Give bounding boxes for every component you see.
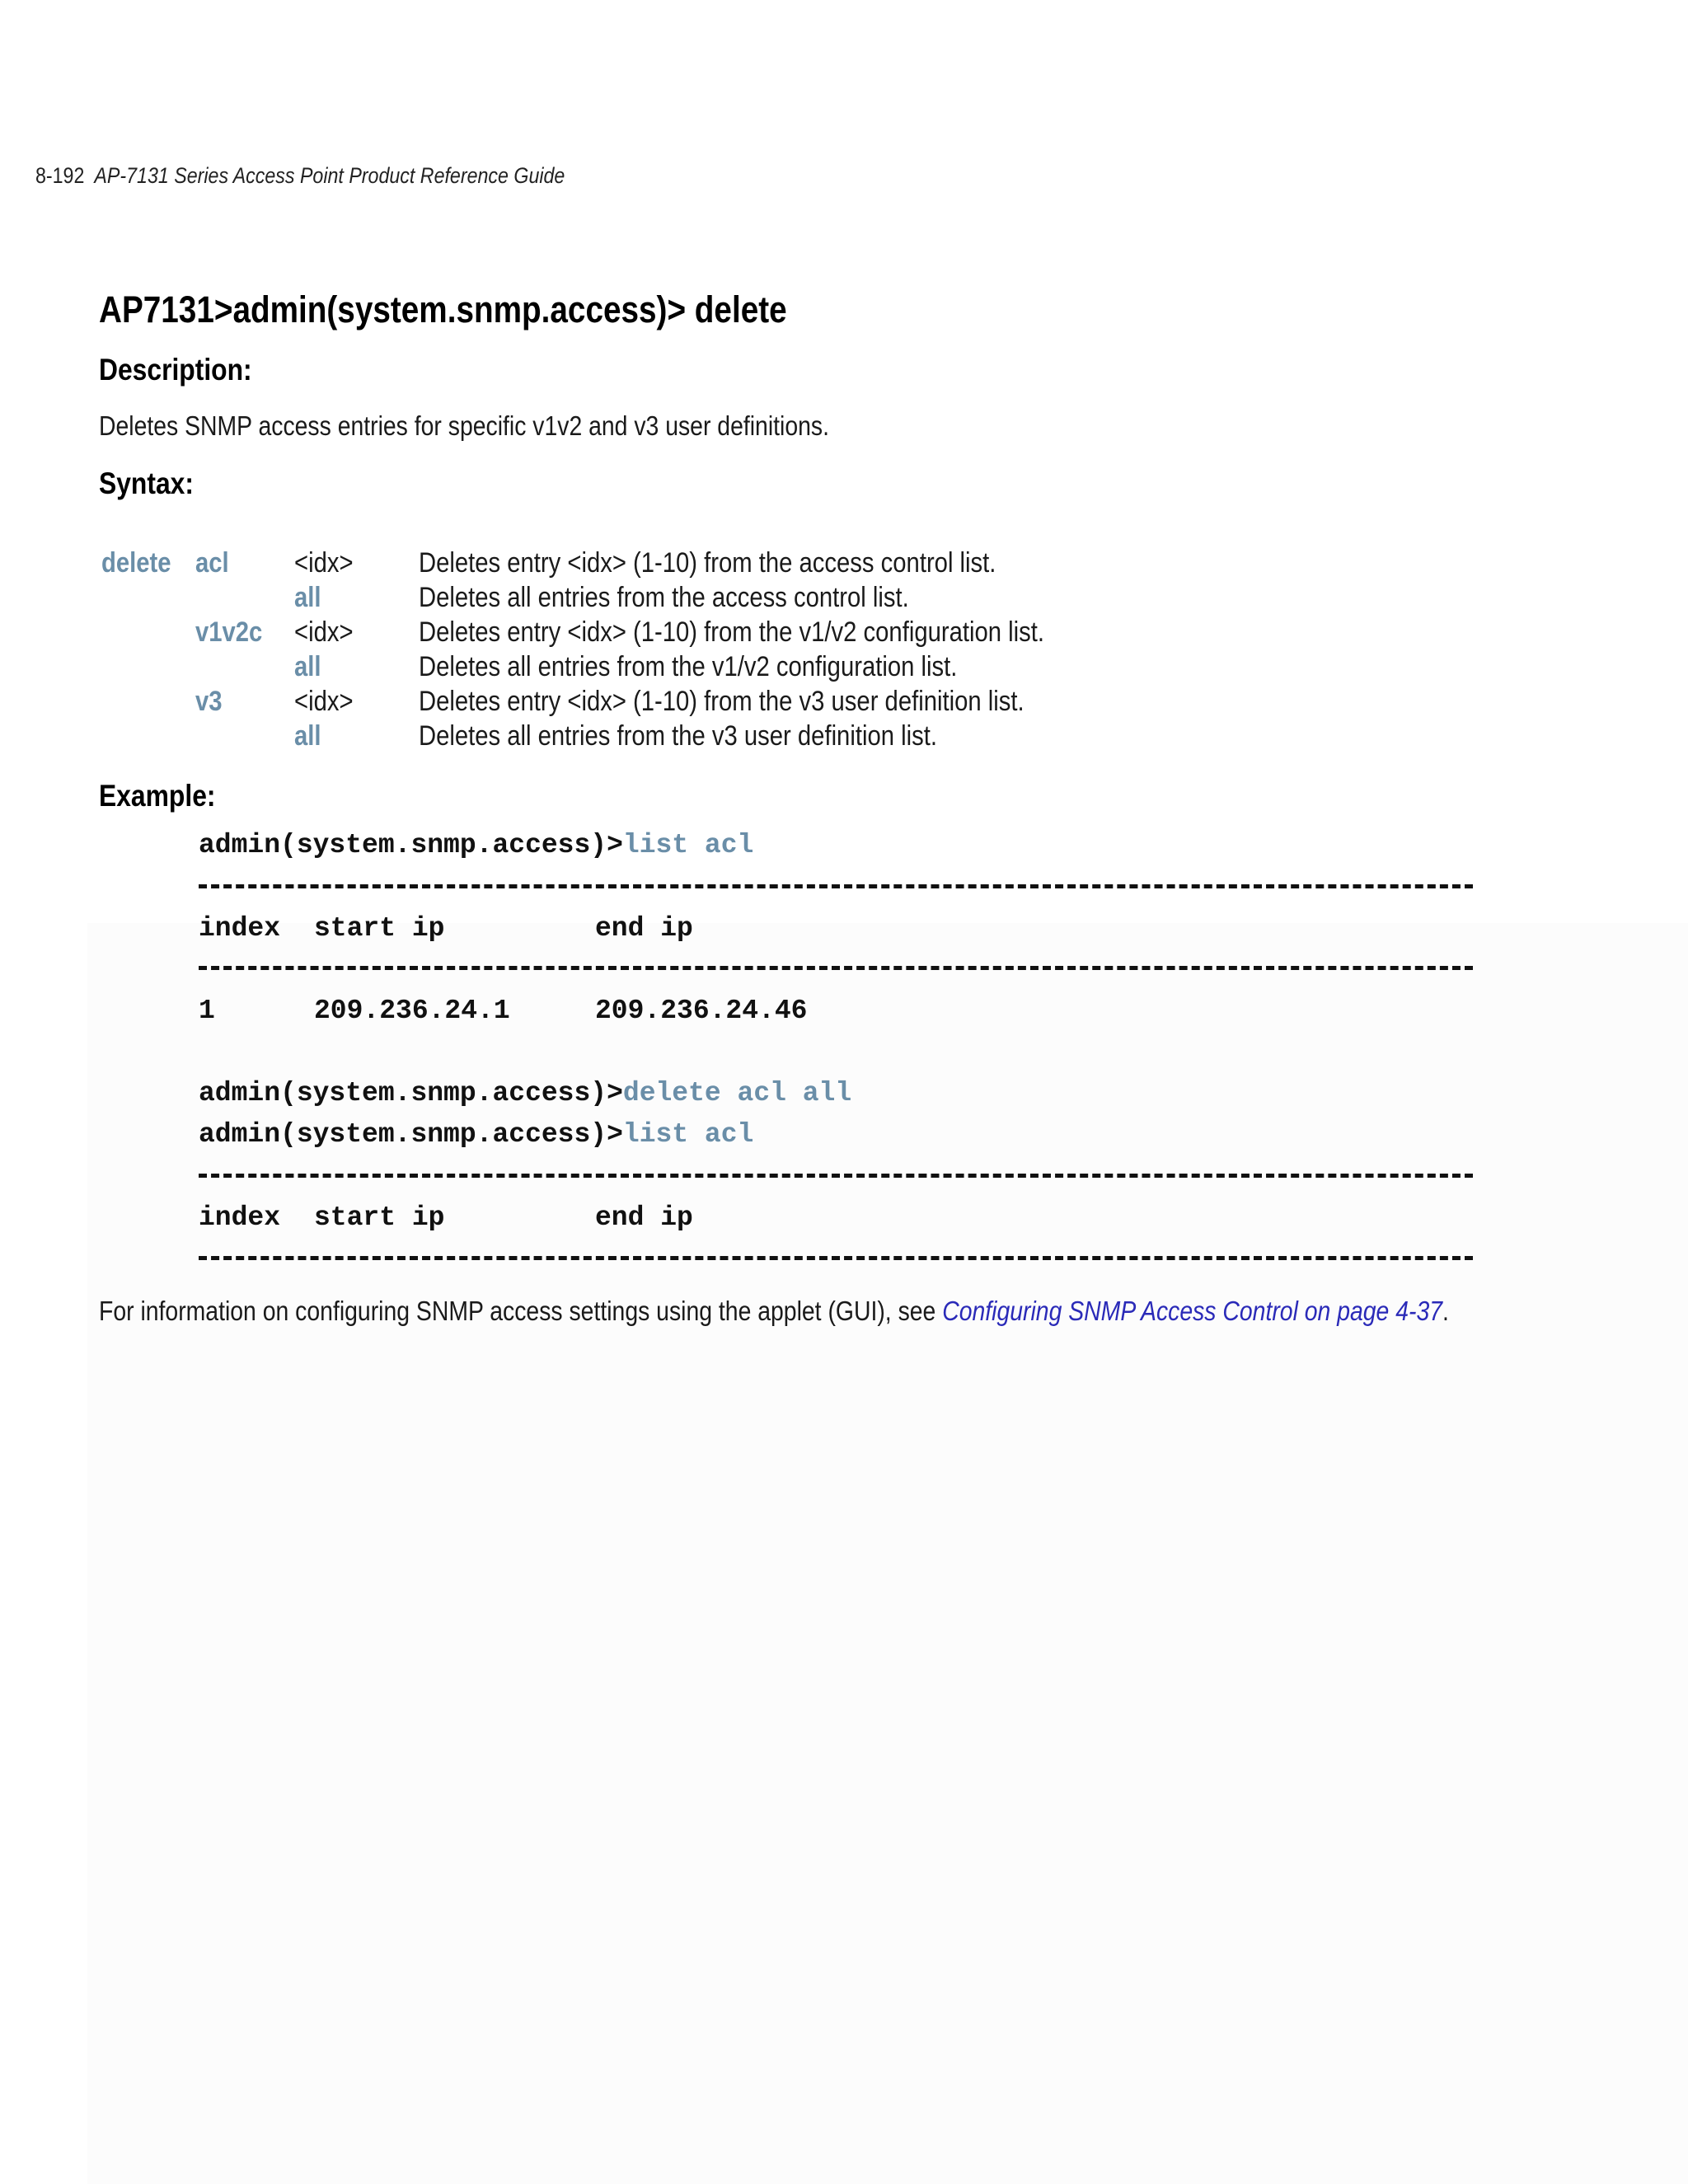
table-cell-index: 1 — [199, 996, 215, 1026]
cli-command: list acl — [622, 830, 754, 860]
running-header — [35, 163, 565, 189]
cli-prompt: admin(system.snmp.access)> — [199, 1078, 623, 1108]
syntax-description: Deletes entry <idx> (1-10) from the v3 user definition list. — [419, 686, 1025, 717]
syntax-arg: <idx> — [294, 547, 354, 579]
code-separator — [199, 1256, 1473, 1260]
syntax-description: Deletes entry <idx> (1-10) from the v1/v2 configuration list. — [419, 616, 1044, 648]
syntax-arg-all: all — [294, 582, 321, 613]
syntax-option-v1v2c: v1v2c — [195, 616, 263, 648]
guide-title: AP-7131 Series Access Point Product Reference Guide — [94, 163, 565, 188]
cross-reference-paragraph — [99, 1296, 1449, 1327]
cross-reference-text: For information on configuring SNMP access settings using the applet (GUI), see — [99, 1296, 943, 1326]
description-heading: Description: — [99, 353, 252, 387]
syntax-command: delete — [101, 547, 171, 579]
page-number: 8-192 — [35, 163, 85, 188]
syntax-heading: Syntax: — [99, 466, 194, 500]
syntax-description: Deletes entry <idx> (1-10) from the access control list. — [419, 547, 996, 579]
code-separator — [199, 1174, 1473, 1178]
syntax-description: Deletes all entries from the v1/v2 configuration list. — [419, 651, 958, 682]
syntax-arg-all: all — [294, 720, 321, 752]
cli-command: list acl — [622, 1119, 754, 1150]
code-separator — [199, 966, 1473, 970]
table-header-index: index — [199, 1202, 281, 1233]
table-header-index: index — [199, 913, 281, 944]
cli-command: delete acl all — [622, 1078, 852, 1108]
table-cell-end-ip: 209.236.24.46 — [595, 996, 808, 1026]
syntax-option-v3: v3 — [195, 686, 223, 717]
syntax-arg: <idx> — [294, 616, 354, 648]
table-header-start-ip: start ip — [314, 1202, 445, 1233]
cross-reference-end: . — [1442, 1296, 1449, 1326]
cli-prompt: admin(system.snmp.access)> — [199, 830, 623, 860]
syntax-description: Deletes all entries from the access control list. — [419, 582, 909, 613]
cli-prompt: admin(system.snmp.access)> — [199, 1119, 623, 1150]
table-header-end-ip: end ip — [595, 913, 693, 944]
table-cell-start-ip: 209.236.24.1 — [314, 996, 510, 1026]
syntax-arg-all: all — [294, 651, 321, 682]
code-line — [199, 1119, 753, 1150]
syntax-arg: <idx> — [294, 686, 354, 717]
table-header-start-ip: start ip — [314, 913, 445, 944]
code-line — [199, 830, 753, 860]
cross-reference-link[interactable]: Configuring SNMP Access Control on page 4-37 — [942, 1296, 1443, 1326]
code-line — [199, 1078, 851, 1108]
table-header-end-ip: end ip — [595, 1202, 693, 1233]
page-background-tint — [87, 923, 1688, 2184]
description-text: Deletes SNMP access entries for specific v1v2 and v3 user definitions. — [99, 410, 829, 441]
syntax-option-acl: acl — [195, 547, 229, 579]
syntax-description: Deletes all entries from the v3 user definition list. — [419, 720, 937, 752]
example-heading: Example: — [99, 779, 216, 813]
code-separator — [199, 884, 1473, 888]
command-title: AP7131>admin(system.snmp.access)> delete — [99, 288, 787, 330]
